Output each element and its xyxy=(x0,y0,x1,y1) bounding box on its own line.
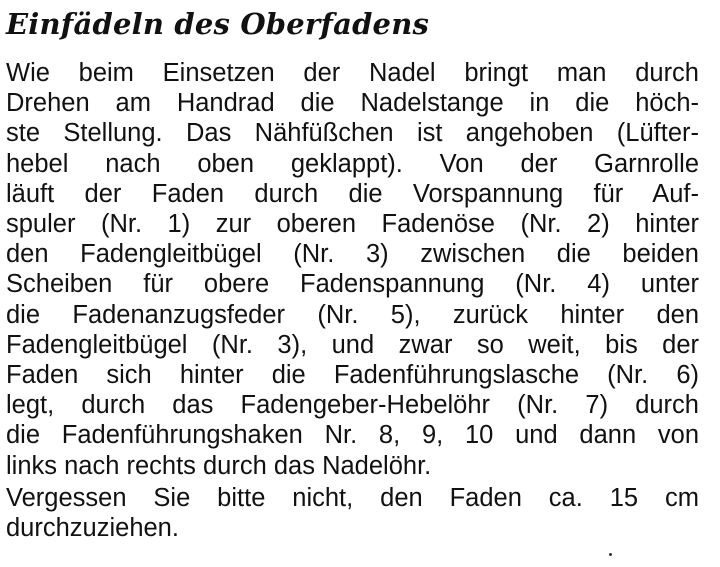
text-line: Drehen am Handrad die Nadelstange in die höch- xyxy=(6,89,699,118)
text-line: Scheiben für obere Fadenspannung (Nr. 4) unter xyxy=(6,270,699,299)
page-title: Einfädeln des Oberfadens xyxy=(6,7,430,41)
text-line: legt, durch das Fadengeber-Hebelöhr (Nr. 7) durch xyxy=(6,391,699,420)
body-text xyxy=(6,58,720,543)
text-line: Faden sich hinter die Fadenführungslasche (Nr. 6) xyxy=(6,361,699,390)
text-line: die Fadenanzugsfeder (Nr. 5), zurück hinter den xyxy=(6,300,699,329)
text-line: Fadengleitbügel (Nr. 3), und zwar so weit, bis der xyxy=(6,330,699,359)
print-speck xyxy=(609,553,612,556)
paragraph-reminder xyxy=(6,483,720,543)
text-line: den Fadengleitbügel (Nr. 3) zwischen die beiden xyxy=(6,240,699,269)
text-line: Wie beim Einsetzen der Nadel bringt man durch xyxy=(6,59,699,87)
text-line: ste Stellung. Das Nähfüßchen ist angehoben (Lüfter- xyxy=(6,119,699,148)
text-line: die Fadenführungshaken Nr. 8, 9, 10 und dann von xyxy=(6,421,699,450)
text-line: durchzuziehen. xyxy=(6,514,179,543)
text-line: Vergessen Sie bitte nicht, den Faden ca. 15 cm xyxy=(6,483,699,512)
text-line: spuler (Nr. 1) zur oberen Fadenöse (Nr. 2) hinter xyxy=(6,210,699,239)
text-line: hebel nach oben geklappt). Von der Garnrolle xyxy=(6,149,699,178)
text-line: links nach rechts durch das Nadelöhr. xyxy=(6,451,432,480)
paragraph-threading-instructions xyxy=(6,58,720,481)
text-line: läuft der Faden durch die Vorspannung für Auf- xyxy=(6,179,699,208)
